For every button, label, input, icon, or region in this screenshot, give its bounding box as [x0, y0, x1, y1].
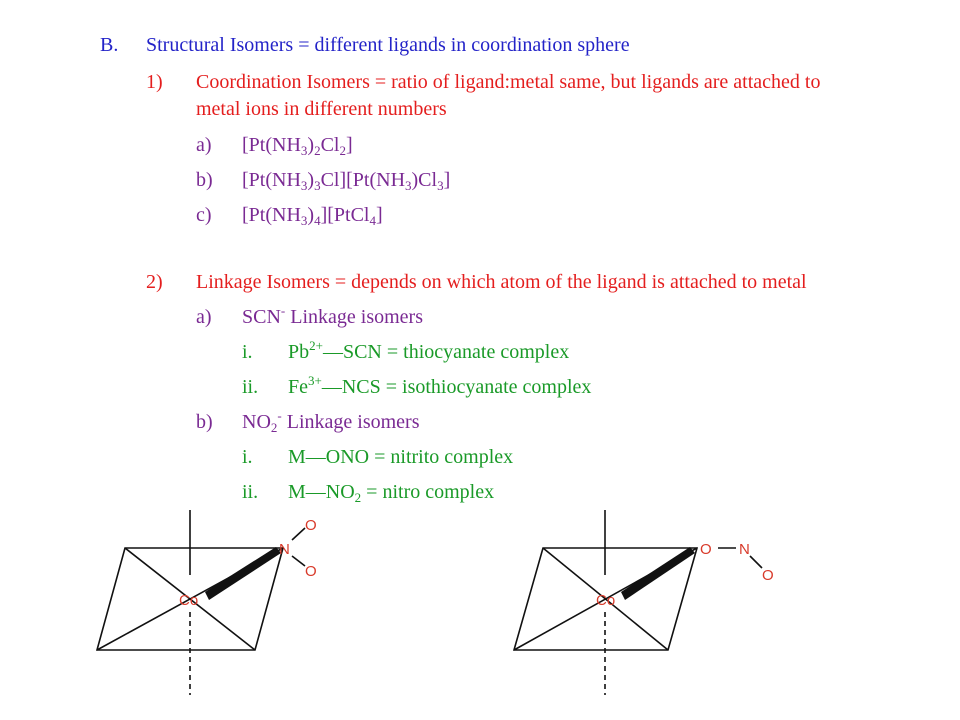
formula-marker-c: c): [196, 204, 212, 226]
no2-heading: $NO_2^-$ Linkage isomers: [242, 408, 420, 435]
scn-item-1-marker: i.: [242, 341, 253, 363]
formula-a: $[Pt(NH_3)_2Cl_2]$: [242, 134, 353, 158]
nitrito-diagram: [514, 510, 762, 695]
right-metal-label: Co: [596, 592, 616, 609]
formula-marker-b: b): [196, 169, 213, 191]
linkage-marker: 2): [146, 271, 163, 293]
nitro-diagram: [97, 510, 305, 695]
no2-item-2-text: $M—NO_2$ = nitro complex: [288, 481, 495, 505]
wedge-bond: [205, 547, 281, 600]
linkage-line1: Linkage Isomers = depends on which atom of the ligand is attached to metal: [196, 271, 807, 293]
left-o-top-label: O: [305, 517, 317, 534]
no2-marker: b): [196, 411, 213, 433]
formula-marker-a: a): [196, 134, 212, 156]
right-o1-label: O: [700, 541, 712, 558]
no2-item-1-text: M—ONO = nitrito complex: [288, 446, 514, 468]
nitro-labels: [179, 517, 317, 609]
no2-item-1-marker: i.: [242, 446, 253, 468]
coordination-marker: 1): [146, 71, 163, 93]
scn-heading: SCN- Linkage isomers: [242, 303, 423, 328]
bond-n-o-top: [292, 528, 305, 540]
right-o2-label: O: [762, 567, 774, 584]
bond-n-o-bottom: [292, 556, 305, 566]
formula-b: $[Pt(NH_3)_3Cl][Pt(NH_3)Cl_3]$: [242, 169, 451, 193]
scn-marker: a): [196, 306, 212, 328]
right-n-label: N: [739, 541, 750, 558]
scn-item-2-text: $Fe^{3+}—NCS$ = isothiocyanate complex: [288, 373, 592, 398]
heading-marker: B.: [100, 34, 119, 56]
scn-item-2-marker: ii.: [242, 376, 259, 398]
coordination-line1: Coordination Isomers = ratio of ligand:metal same, but ligands are attached to: [196, 71, 821, 93]
formula-c: $[Pt(NH_3)_4][PtCl_4]$: [242, 204, 383, 228]
coordination-line2: metal ions in different numbers: [196, 98, 447, 120]
bond-n-o: [750, 556, 762, 568]
scn-item-1-text: $Pb^{2+}—SCN$ = thiocyanate complex: [288, 338, 570, 363]
no2-item-2-marker: ii.: [242, 481, 259, 503]
left-metal-label: Co: [179, 592, 199, 609]
left-n-label: N: [279, 541, 290, 558]
left-o-bottom-label: O: [305, 563, 317, 580]
heading-text: Structural Isomers = different ligands in coordination sphere: [146, 34, 630, 56]
